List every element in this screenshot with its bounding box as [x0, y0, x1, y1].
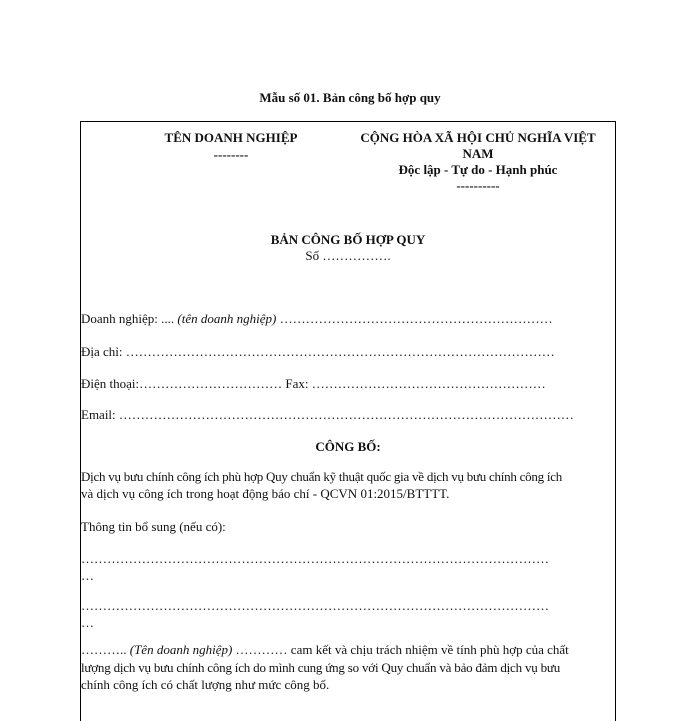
motto-divider: ----------	[456, 178, 500, 193]
phone-fax-field: Điện thoại:…………………………… Fax: ………………………………………………	[81, 376, 546, 391]
blank-line-2: ………………………………………………………………………………………………	[81, 598, 549, 613]
blank-line-1: ………………………………………………………………………………………………	[81, 551, 549, 566]
email-field: Email: ……………………………………………………………………………………………	[81, 407, 574, 422]
announce-heading: CÔNG BỐ:	[315, 439, 381, 454]
commitment-prefix: ………..	[81, 642, 130, 657]
document-heading: BẢN CÔNG BỐ HỢP QUY	[270, 232, 426, 247]
company-name-label: TÊN DOANH NGHIỆP	[164, 130, 298, 145]
form-title: Mẫu số 01. Bản công bố hợp quy	[259, 90, 441, 105]
commitment-line2: lượng dịch vụ bưu chính công ích do mình cung ứng so với Quy chuẩn và bảo đảm dịch vụ bưu	[81, 660, 561, 675]
company-field-hint: (tên doanh nghiệp)	[177, 311, 277, 326]
company-field	[81, 311, 553, 327]
commitment-hint: (Tên doanh nghiệp)	[129, 642, 233, 657]
republic-title-line2: NAM	[462, 146, 494, 161]
document-frame	[80, 121, 616, 721]
company-field-prefix: Doanh nghiệp: ....	[81, 311, 178, 326]
company-divider: --------	[213, 147, 249, 162]
commitment-line1	[81, 642, 569, 658]
blank-line-1-cont: …	[81, 568, 94, 583]
company-field-dots: ………………………………………………………	[276, 311, 553, 326]
blank-line-2-cont: …	[81, 615, 94, 630]
republic-title-line1: CỘNG HÒA XÃ HỘI CHỦ NGHĨA VIỆT	[360, 130, 596, 145]
extra-info-label: Thông tin bổ sung (nếu có):	[81, 519, 226, 534]
commitment-line3: chính công ích có chất lượng như mức công bố.	[81, 677, 330, 692]
document-number: Số …………….	[305, 248, 391, 263]
announce-text-line1: Dịch vụ bưu chính công ích phù hợp Quy chuẩn kỹ thuật quốc gia về dịch vụ bưu chính công ích	[81, 469, 563, 484]
national-motto: Độc lập - Tự do - Hạnh phúc	[398, 162, 558, 177]
commitment-rest: ………… cam kết và chịu trách nhiệm về tính phù hợp của chất	[232, 642, 569, 657]
announce-text-line2: và dịch vụ công ích trong hoạt động báo chí - QCVN 01:2015/BTTTT.	[81, 486, 450, 501]
address-field: Địa chỉ: ………………………………………………………………………………………	[81, 344, 555, 359]
